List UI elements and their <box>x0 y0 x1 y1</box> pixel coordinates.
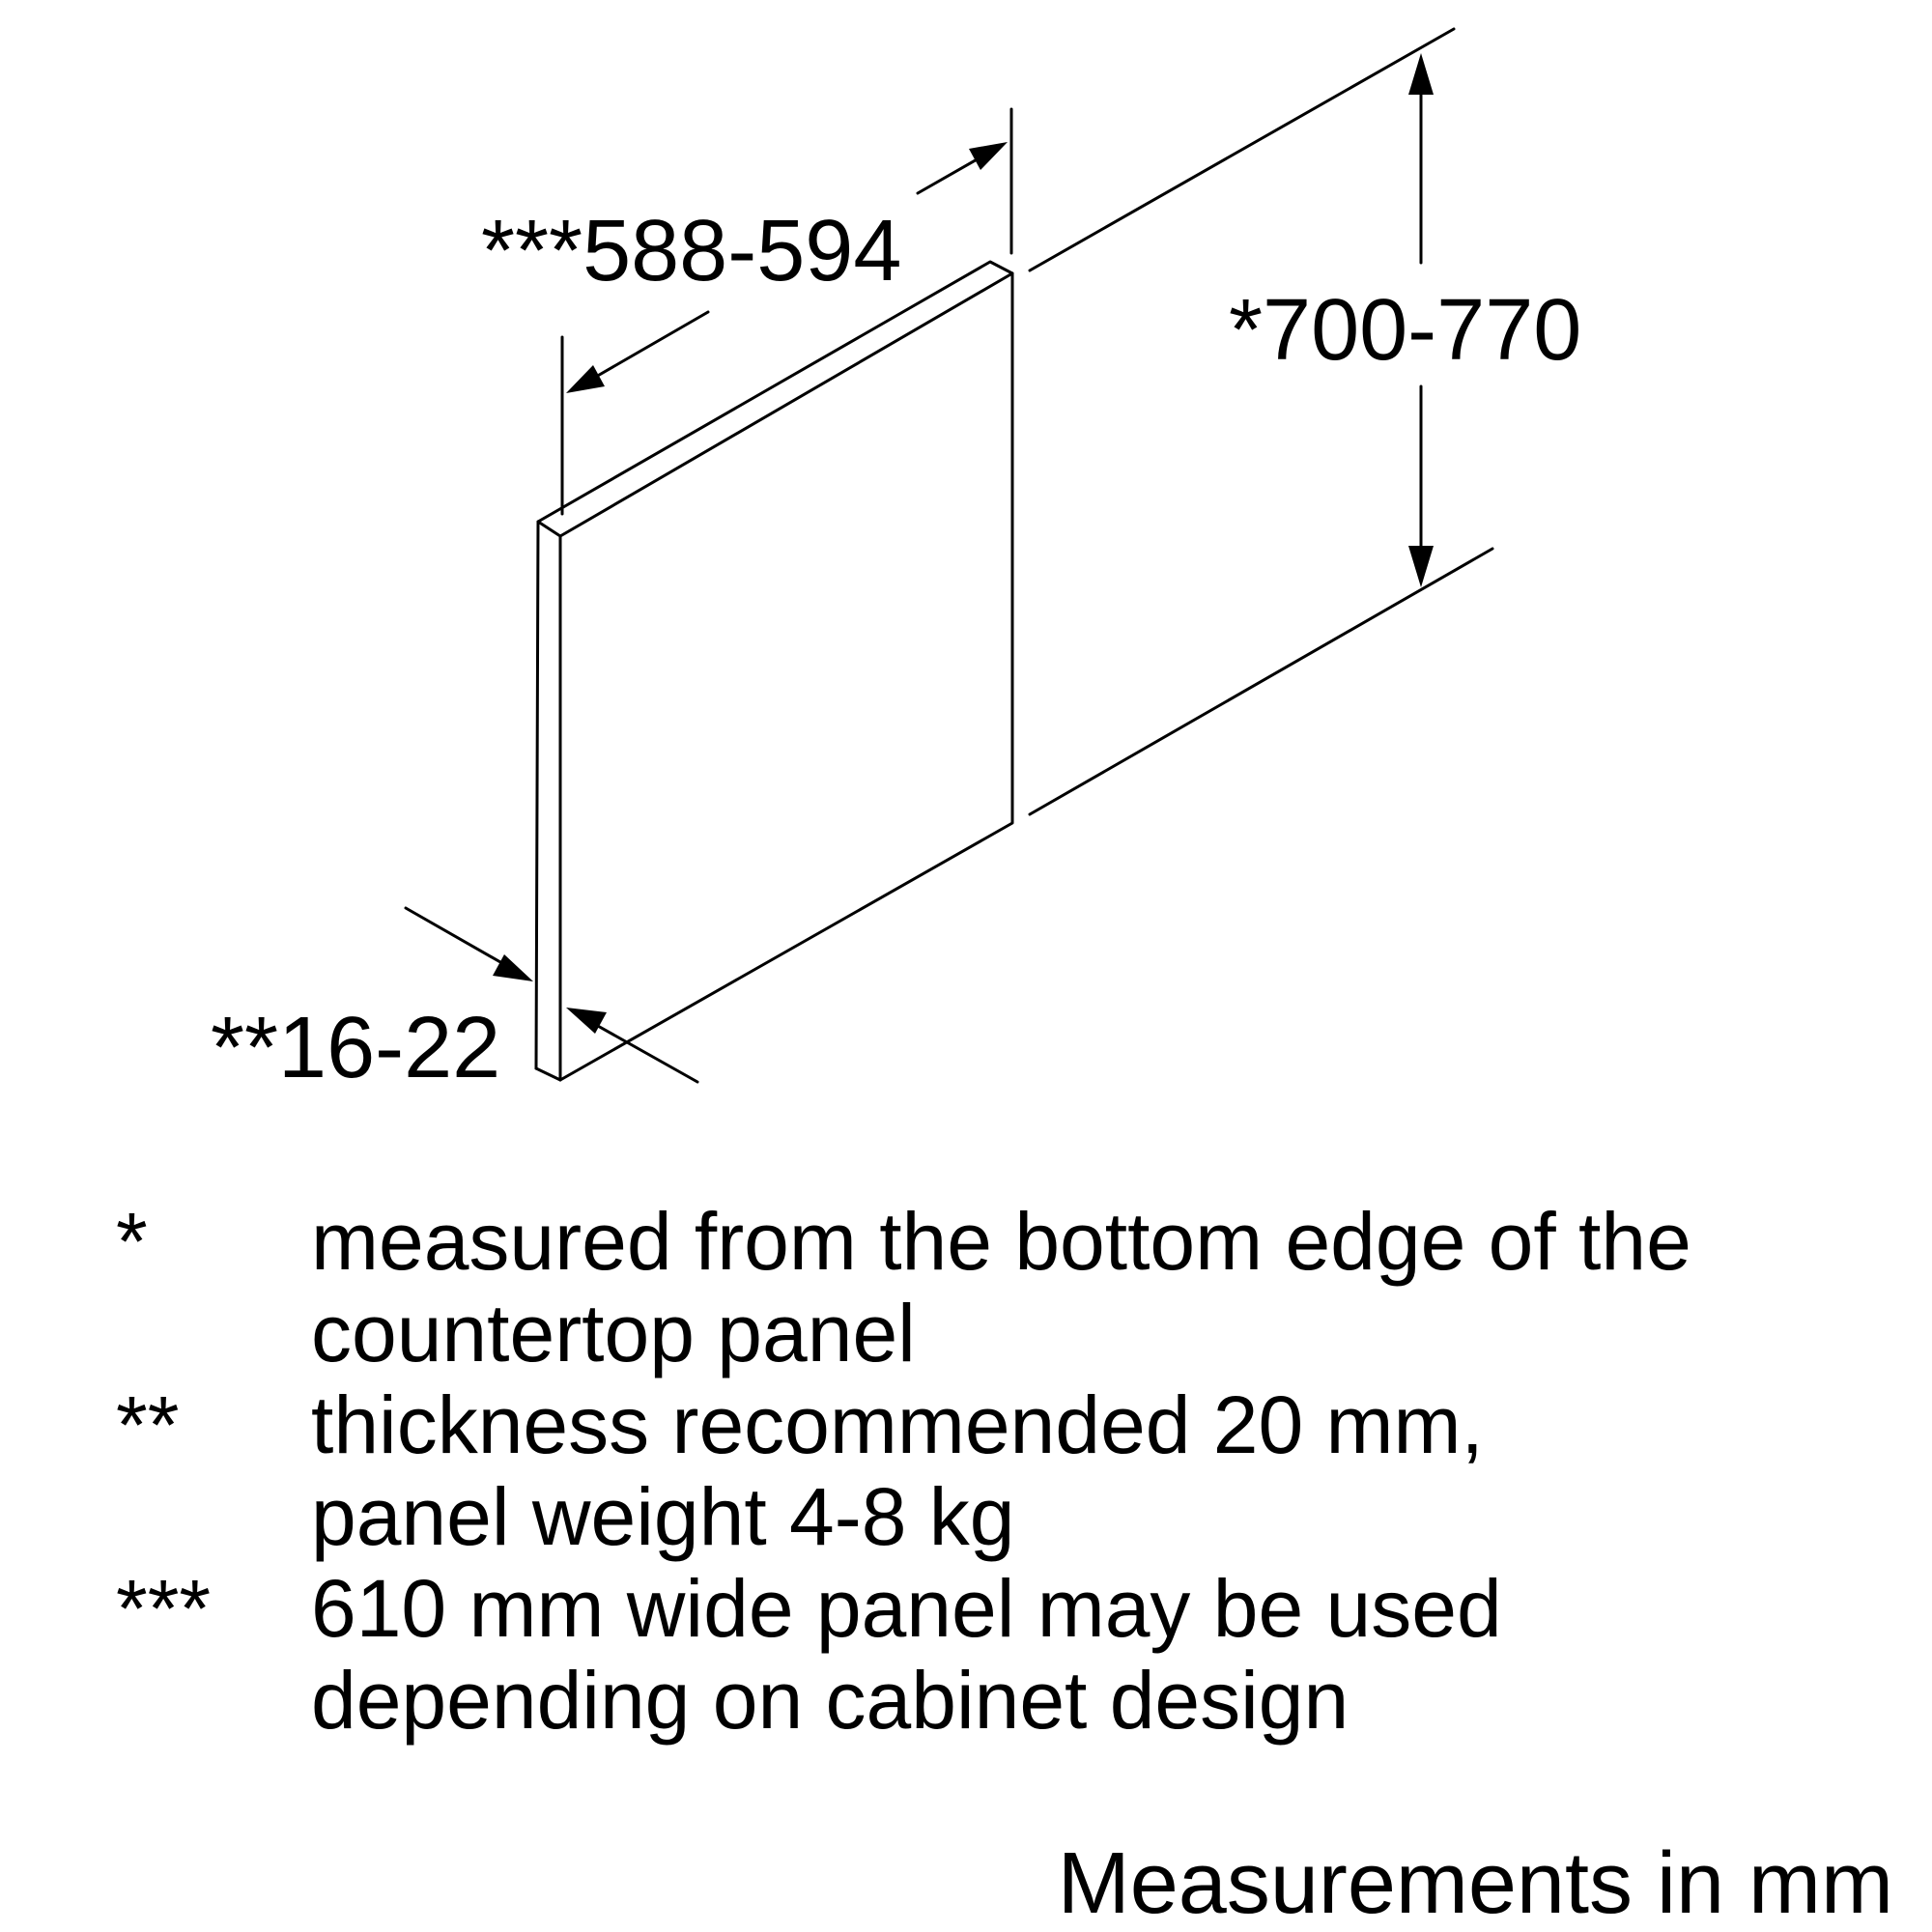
width-arrowhead-left <box>566 365 605 393</box>
height-arrowhead-bottom <box>1408 546 1434 587</box>
width-dimension-label: ***588-594 <box>481 203 902 299</box>
width-dimension-line-left <box>589 312 708 381</box>
thickness-dimension-line-right <box>589 1021 697 1082</box>
units-caption: Measurements in mm <box>1057 1835 1893 1932</box>
height-dimension-label: *700-770 <box>1229 282 1582 379</box>
panel-front-face <box>560 273 1012 1080</box>
panel-side-edge-bottom <box>536 1068 560 1080</box>
footnote-marker-1: * <box>116 1196 148 1287</box>
width-dimension-line-right <box>918 155 985 193</box>
footnote-1-line-1: measured from the bottom edge of the <box>311 1196 1691 1287</box>
footnote-3-line-2: depending on cabinet design <box>311 1655 1350 1746</box>
thickness-arrowhead-right <box>566 1008 607 1034</box>
thickness-dimension-label: **16-22 <box>211 1000 501 1096</box>
footnote-2-line-2: panel weight 4-8 kg <box>311 1471 1015 1562</box>
footnote-2-line-1: thickness recommended 20 mm, <box>311 1379 1484 1470</box>
panel-side-edge <box>538 262 1012 536</box>
height-reference-top <box>1030 29 1454 270</box>
height-reference-bottom <box>1030 549 1492 814</box>
panel-side-edge-front <box>536 522 538 1068</box>
thickness-dimension-line-left <box>406 908 507 966</box>
thickness-arrowhead-left <box>493 954 533 981</box>
height-arrowhead-top <box>1408 53 1434 95</box>
footnote-1-line-2: countertop panel <box>311 1288 916 1378</box>
footnote-marker-2: ** <box>116 1379 180 1470</box>
width-arrowhead-right <box>969 142 1008 170</box>
footnote-3-line-1: 610 mm wide panel may be used <box>311 1563 1502 1654</box>
footnote-marker-3: *** <box>116 1563 212 1654</box>
